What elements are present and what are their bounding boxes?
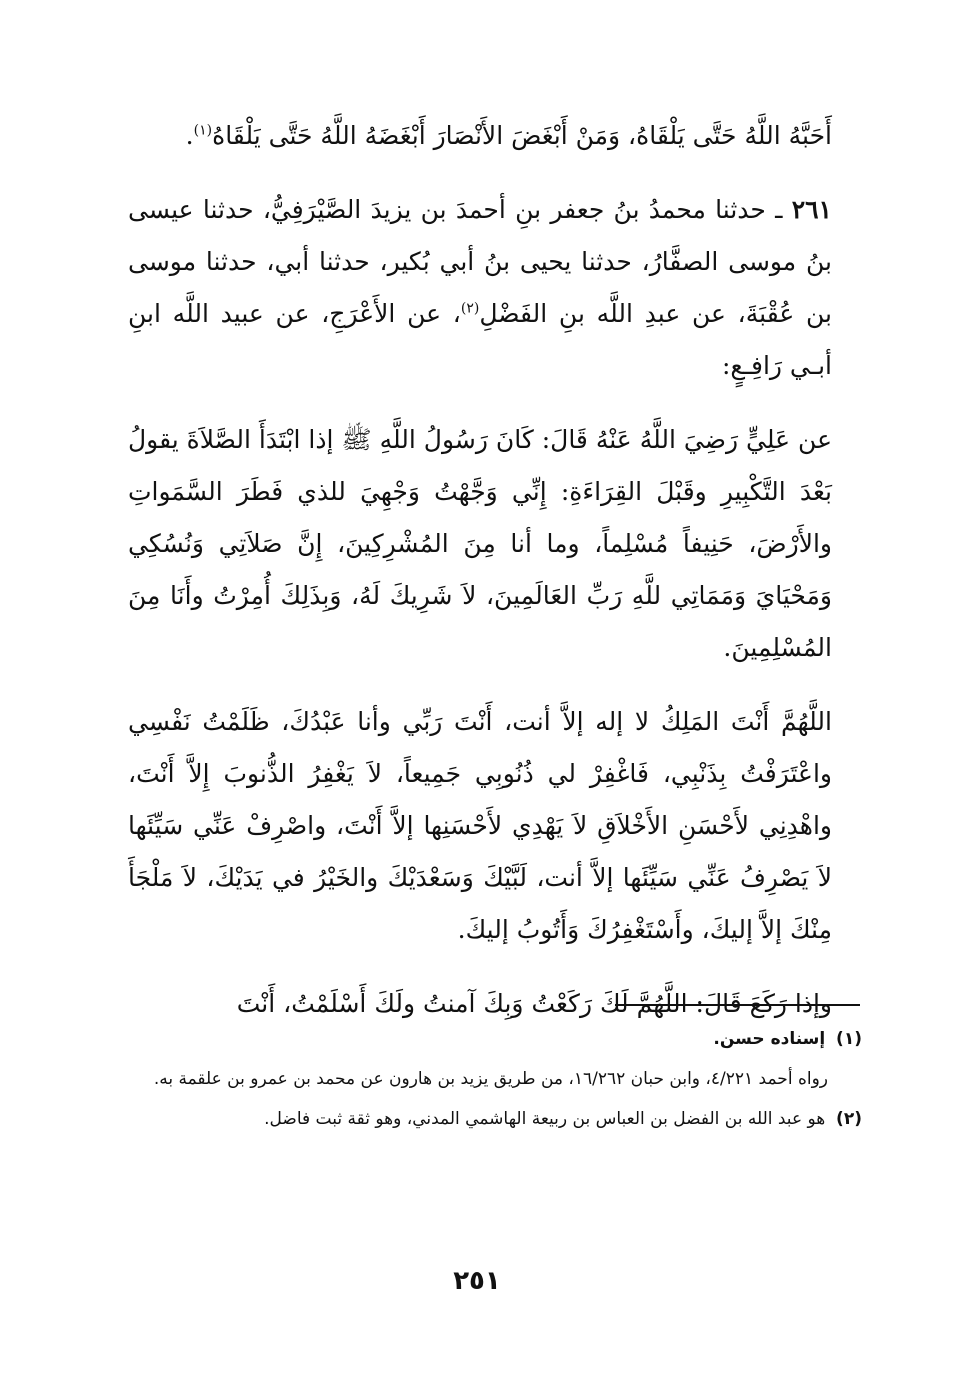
main-text	[128, 110, 832, 1030]
footnote-1-body: رواه أحمد ٤/٢٢١، وابن حبان ١٦/٢٦٢، من طريق يزيد بن هارون عن محمد بن عمرو بن علقمة به.	[153, 1069, 828, 1089]
paragraph-text: أَحَبَّهُ اللَّهُ حَتَّى يَلْقَاهُ، وَمَنْ أَبْغَضَ الأَنْصَارَ أَبْغَضَهُ اللَّهُ حَتَّى يَلْقَاهُ	[212, 121, 832, 150]
footnote-2-number: (٢)	[836, 1109, 862, 1129]
footnote-marker-1: (١)	[193, 122, 213, 139]
footnote-marker-2: (٢)	[460, 300, 480, 317]
footnote-1-number: (١)	[836, 1029, 862, 1049]
footnote-1-heading: إسناده حسن.	[713, 1029, 826, 1049]
period: .	[185, 121, 194, 150]
paragraph-matn: عن عَلِيٍّ رَضِيَ اللَّهُ عَنْهُ قَالَ: كَانَ رَسُولُ اللَّهِ ﷺ إذا ابْتَدَأَ الصَّلاَةَ يقولُ بَعْدَ التَّكْبِيرِ وقَبْلَ القِرَاءَةِ: إِنِّي وَجَّهْتُ وَجْهِيَ للذي فَطَرَ السَّمَواتِ والأَرْضَ، حَنِيفاً مُسْلِماً، وما أنا مِنَ المُشْرِكِينَ، إِنَّ صَلاَتِي وَنُسُكِي وَمَحْيَايَ وَمَمَاتِي للَّهِ رَبِّ العَالَمِينَ، لاَ شَرِيكَ لَهُ، وَبِذَلِكَ أُمِرْتُ وأَنَا مِنَ المُسْلِمِينَ.	[128, 425, 832, 662]
isnad-text-a: ـ حدثنا محمدُ بنُ جعفر بنِ أحمدَ بن يزيدَ الصَّيْرَفِيُّ، حدثنا عيسى بنُ موسى الصفَّارُ، حدثنا يحيى بنُ أبي بُكير، حدثنا أبي، حدثنا موسى بن عُقْبَةَ، عن عبدِ اللَّه بنِ الفَضْلِ	[128, 195, 832, 328]
paragraph-dua: اللَّهُمَّ أَنْتَ المَلِكُ لا إله إلاَّ أنت، أَنْتَ رَبِّي وأنا عَبْدُكَ، ظَلَمْتُ نَفْسِي واعْتَرَفْتُ بِذَنْبِي، فَاغْفِرْ لي ذُنُوبِي جَمِيعاً، لاَ يَغْفِرُ الذُّنوبَ إِلاَّ أَنْتَ، واهْدِنِي لأَحْسَنِ الأَخْلاَقِ لاَ يَهْدِي لأَحْسَنِها إلاَّ أَنْتَ، واصْرِفْ عَنِّي سَيِّئَها لاَ يَصْرِفُ عَنِّي سَيِّئَها إلاَّ أنت، لَبَّيْكَ وَسَعْدَيْكَ والخَيْرُ في يَدَيْكَ، لاَ مَلْجَأَ مِنْكَ إلاَّ إليكَ، وأَسْتَغْفِرُكَ وَأَتُوبُ إليكَ.	[128, 707, 832, 944]
footnote-2-body: هو عبد الله بن الفضل بن العباس بن ربيعة الهاشمي المدني، وهو ثقة ثبت فاضل.	[264, 1109, 826, 1129]
isnad-text-b: ، عن الأَعْرَجِ، عن عبيد اللَّه ابنِ أبـي رَافِـعٍ:	[128, 299, 832, 380]
paragraph-isnad	[128, 184, 832, 392]
footnote-1-title	[137, 1022, 862, 1056]
paragraph-ruku: وإذا رَكَعَ قَالَ: اللَّهُمَّ لَكَ رَكَعْتُ وَبِكَ آمنتُ ولَكَ أَسْلَمْتُ، أَنْتَ	[236, 989, 832, 1018]
page-number: ٢٥١	[453, 1266, 501, 1296]
footnotes	[137, 1022, 862, 1136]
hadith-number: ٢٦١	[791, 195, 832, 224]
footnote-2	[137, 1102, 862, 1136]
footnote-separator	[615, 1004, 860, 1006]
paragraph-hadith-end	[128, 110, 832, 162]
